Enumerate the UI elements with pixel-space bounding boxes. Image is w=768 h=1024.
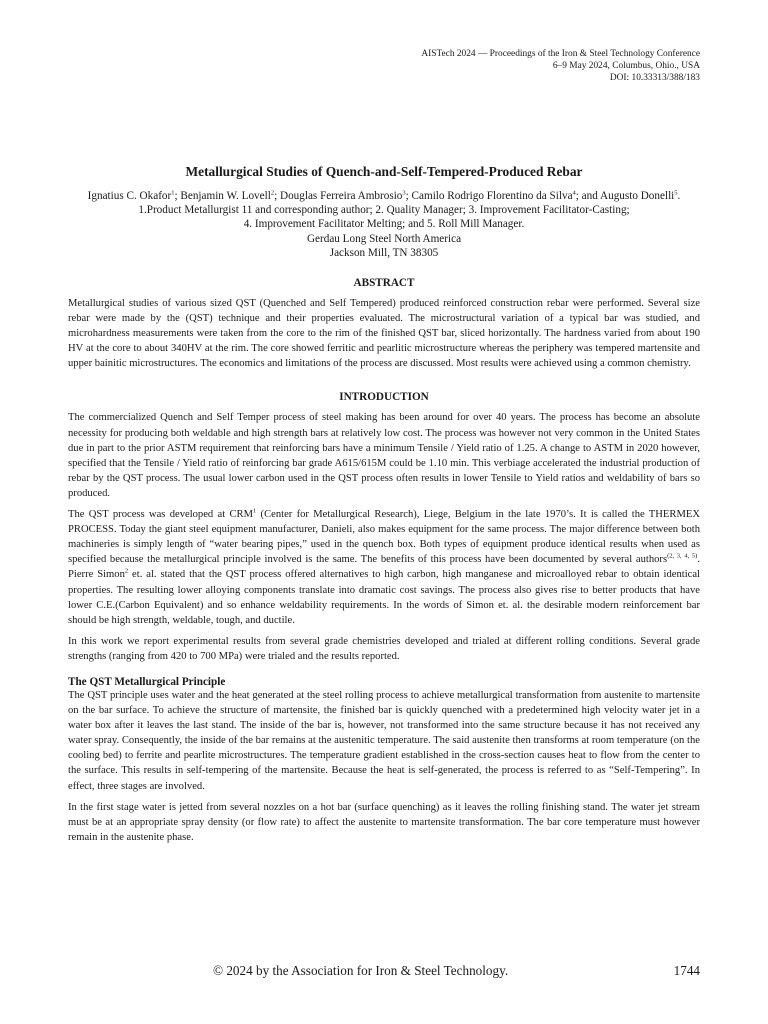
qst-paragraph-1: The QST principle uses water and the heat generated at the steel rolling process to achieve metallurgical transformation from austenite to martensite on the bar surface. To achieve the structure of martensite, the finished bar is quickly quenched with a predetermined high velocity water jet in a water box after it leaves the last stand. The inside of the bar is, however, not transformed into the same structure because it has not received any water spray. Consequently, the inside of the bar remains at the austenitic temperature. The said austenite then transforms at room temperature (on the cooling bed) to ferrite and pearlite microstructures. The temperature gradient established in the cross-section causes heat to flow from the center to the surface. This results in self-tempering of the martensite. Because the heat is self-generated, the process is referred to as “Self-Tempering”. In effect, three stages are involved. xyxy=(68,689,700,792)
affiliation-line: Jackson Mill, TN 38305 xyxy=(329,246,439,259)
header-conference-line: AISTech 2024 — Proceedings of the Iron & Steel Technology Conference xyxy=(421,49,700,59)
affiliation-line: 4. Improvement Facilitator Melting; and 5. Roll Mill Manager. xyxy=(243,218,525,231)
citation-marker: (2, 3, 4, 5) xyxy=(667,552,698,560)
author-list-end: . xyxy=(677,190,681,202)
conference-header xyxy=(300,48,700,85)
author-marker: 4 xyxy=(572,189,576,197)
author-marker: 5 xyxy=(674,189,678,197)
abstract-text: Metallurgical studies of various sized QST (Quenched and Self Tempered) produced reinforced construction rebar were performed. Several size rebar were made by the (QST) technique and their properties evaluated. The microstructural variation of a typical bar was studied, and microhardness measurements were taken from the core to the rim of the finished QST bar, sliced horizontally. The hardness varied from about 190 HV at the core to about 340HV at the rim. The core showed ferritic and pearlitic microstructure whereas the periphery was tempered martensite and upper bainitic microstructures. The economics and limitations of the process are discussed. Most results were achieved using a common chemistry. xyxy=(68,298,700,370)
author-marker: 1 xyxy=(171,189,175,197)
introduction-heading: INTRODUCTION xyxy=(339,391,429,404)
author-name: ; Douglas Ferreira Ambrosio xyxy=(274,190,403,202)
affiliations xyxy=(68,203,700,260)
paper-body xyxy=(68,164,700,845)
text-run: (Center for Metallurgical Research), Liege, Belgium in the late 1970’s. It is called the THERMEX PROCESS. Today the giant steel equipment manufacturer, Danieli, also makes equipment for the same process. The major difference between both machineries is simply length of “water bearing pipes,” used in the quench box. Both types of equipment produce identical results when used as specified because the metallurgical principle involved is the same. The benefits of this process have been documented by several authors xyxy=(68,509,700,566)
header-date-line: 6–9 May 2024, Columbus, Ohio., USA xyxy=(552,61,700,72)
intro-paragraph-2 xyxy=(68,507,700,628)
author-name: ; and Augusto Donelli xyxy=(575,190,675,202)
header-doi-line: DOI: 10.33313/388/183 xyxy=(609,73,700,84)
author-marker: 3 xyxy=(402,189,406,197)
qst-principle-heading: The QST Metallurgical Principle xyxy=(68,675,226,688)
abstract-heading: ABSTRACT xyxy=(353,277,415,290)
text-run: The QST process was developed at CRM xyxy=(68,509,254,521)
text-run: et. al. stated that the QST process offered alternatives to high carbon, high manganese and microalloyed rebar to obtain identical properties. The resulting lower alloying components translate into dramatic cost savings. The process also gives rise to better products that have lower C.E.(Carbon Equivalent) and so enhance weldability requirements. In the words of Simon et. al. the desirable modern reinforcement bar should be high strength, weldable, tough, and ductile. xyxy=(68,569,700,626)
author-marker: 2 xyxy=(270,189,275,197)
copyright-notice: © 2024 by the Association for Iron & Steel Technology. xyxy=(213,963,509,978)
qst-paragraph-2: In the first stage water is jetted from several nozzles on a hot bar (surface quenching) as it leaves the rolling finishing stand. The water jet stream must be at an appropriate spray density (or flow rate) to affect the austenite to martensite transformation. The bar core temperature must however remain in the austenite phase. xyxy=(68,801,700,843)
affiliation-line: Gerdau Long Steel North America xyxy=(306,232,462,245)
affiliation-line: 1.Product Metallurgist 11 and corresponding author; 2. Quality Manager; 3. Improvement Facilitator-Casting; xyxy=(138,204,630,217)
paper-title: Metallurgical Studies of Quench-and-Self-Tempered-Produced Rebar xyxy=(185,164,583,179)
intro-paragraph-1: The commercialized Quench and Self Temper process of steel making has been around for over 40 years. The process has become an absolute necessity for producing both weldable and high strength bars at relatively low cost. The process was however not very common in the United States due in part to the prior ASTM requirement that reinforcing bars have a minimum Tensile / Yield ratio of 1.25. A change to ASTM in 2020 however, specified that the Tensile / Yield ratio of reinforcing bar grade A615/615M could be 1.10 min. This verbiage accelerated the industrial production of rebar by the QST process. The usual lower carbon used in the QST process often results in lower Tensile to Yield ratios and weldability of bars so produced. xyxy=(68,412,700,499)
citation-marker: 2 xyxy=(124,567,129,575)
citation-marker: 1 xyxy=(253,507,257,515)
author-name: ; Camilo Rodrigo Florentino da Silva xyxy=(405,190,573,202)
author-list xyxy=(68,189,700,203)
author-name: Ignatius C. Okafor xyxy=(87,190,172,202)
text-run: . Pierre Simon xyxy=(68,554,700,581)
author-name: ; Benjamin W. Lovell xyxy=(174,190,271,202)
page-number: 1744 xyxy=(673,963,700,978)
intro-paragraph-3: In this work we report experimental results from several grade chemistries developed and trialed at different rolling conditions. Several grade strengths (ranging from 420 to 700 MPa) were trialed and the results reported. xyxy=(68,635,700,662)
